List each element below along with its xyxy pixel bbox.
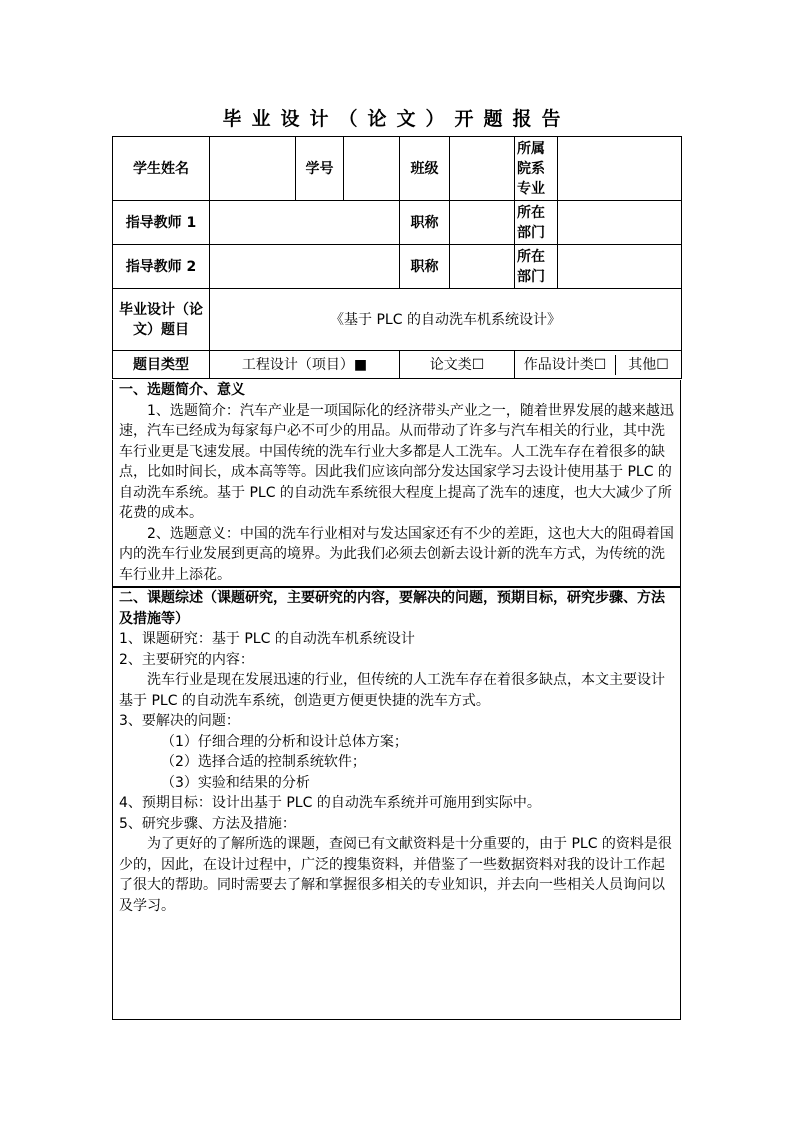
class-label: 班级 bbox=[400, 137, 450, 201]
advisor1-rank-label: 职称 bbox=[400, 201, 450, 245]
section2-subitem: （3）实验和结果的分析 bbox=[161, 774, 310, 791]
student-id-label: 学号 bbox=[296, 137, 344, 201]
student-name-value[interactable] bbox=[210, 137, 296, 201]
type-option-thesis[interactable]: 论文类☐ bbox=[400, 351, 515, 379]
student-name-label: 学生姓名 bbox=[113, 137, 210, 201]
section1-paragraph: 2、选题意义：中国的洗车行业相对与发达国家还有不少的差距，这也大大的阻碍着国内的洗车行业发展到更高的境界。为此我们必须去创新去设计新的洗车方式，为传统的洗车行业井上添花。 bbox=[119, 525, 674, 583]
info-table bbox=[112, 136, 682, 379]
section2-subitem: （2）选择合适的控制系统软件； bbox=[161, 754, 366, 770]
type-label: 题目类型 bbox=[113, 351, 210, 379]
advisor2-rank-label: 职称 bbox=[400, 245, 450, 289]
section-intro bbox=[112, 380, 681, 587]
advisor1-label: 指导教师 1 bbox=[113, 201, 210, 245]
section-review bbox=[112, 587, 681, 1020]
college-value[interactable] bbox=[558, 137, 682, 201]
section2-item: 2、主要研究的内容： bbox=[119, 651, 254, 668]
class-value[interactable] bbox=[450, 137, 515, 201]
section2-text: 为了更好的了解所选的课题，查阅已有文献资料是十分重要的，由于 PLC 的资料是很少的，因此，在设计过程中，广泛的搜集资料，并借鉴了一些数据资料对我的设计工作起了很大的帮助。同时需要去了解和掌握很多相关的专业知识，并去向一些相关人员询问以及学习。 bbox=[119, 836, 672, 914]
advisor2-dept-value[interactable] bbox=[558, 245, 682, 289]
section2-item: 1、课题研究：基于 PLC 的自动洗车机系统设计 bbox=[119, 631, 415, 647]
advisor1-dept-label: 所在部门 bbox=[515, 201, 558, 245]
section2-heading: 二、课题综述（课题研究，主要研究的内容，要解决的问题，预期目标，研究步骤、方法及措施等） bbox=[119, 590, 665, 627]
advisor2-label: 指导教师 2 bbox=[113, 245, 210, 289]
advisor2-rank-value[interactable] bbox=[450, 245, 515, 289]
topic-label: 毕业设计（论文）题目 bbox=[113, 289, 210, 351]
advisor2-dept-label: 所在部门 bbox=[515, 245, 558, 289]
advisor2-value[interactable] bbox=[210, 245, 400, 289]
section1-paragraph: 1、选题简介：汽车产业是一项国际化的经济带头产业之一，随着世界发展的越来越迅速，汽车已经成为每家每户必不可少的用品。从而带动了许多与汽车相关的行业，其中洗车行业更是飞速发展。中国传统的洗车行业大多都是人工洗车。人工洗车存在着很多的缺点，比如时间长，成本高等等。因此我们应该向部分发达国家学习去设计使用基于 PLC 的自动洗车系统。基于 PLC 的自动洗车系统很大程度上提高了洗车的速度，也大大减少了所花费的成本。 bbox=[119, 402, 674, 521]
section2-item: 3、要解决的问题： bbox=[119, 713, 240, 729]
page-title: 毕业设计（论文）开题报告 bbox=[222, 108, 571, 130]
section2-item: 5、研究步骤、方法及措施： bbox=[119, 815, 296, 832]
type-option-work[interactable]: 作品设计类☐ bbox=[515, 355, 616, 375]
college-label: 所属院系专业 bbox=[515, 137, 558, 201]
section2-item: 4、预期目标：设计出基于 PLC 的自动洗车系统并可施用到实际中。 bbox=[119, 795, 541, 811]
advisor1-value[interactable] bbox=[210, 201, 400, 245]
section1-heading: 一、选题简介、意义 bbox=[119, 382, 245, 398]
student-id-value[interactable] bbox=[344, 137, 400, 201]
section2-subitem: （1）仔细合理的分析和设计总体方案； bbox=[161, 733, 408, 750]
advisor1-dept-value[interactable] bbox=[558, 201, 682, 245]
topic-value: 《基于 PLC 的自动洗车机系统设计》 bbox=[210, 289, 682, 351]
advisor1-rank-value[interactable] bbox=[450, 201, 515, 245]
type-option-engineering[interactable]: 工程设计（项目）■ bbox=[210, 351, 400, 379]
section2-text: 洗车行业是现在发展迅速的行业，但传统的人工洗车存在着很多缺点，本文主要设计基于 PLC 的自动洗车系统，创造更方便更快捷的洗车方式。 bbox=[119, 672, 665, 709]
type-option-other[interactable]: 其他☐ bbox=[628, 356, 669, 373]
